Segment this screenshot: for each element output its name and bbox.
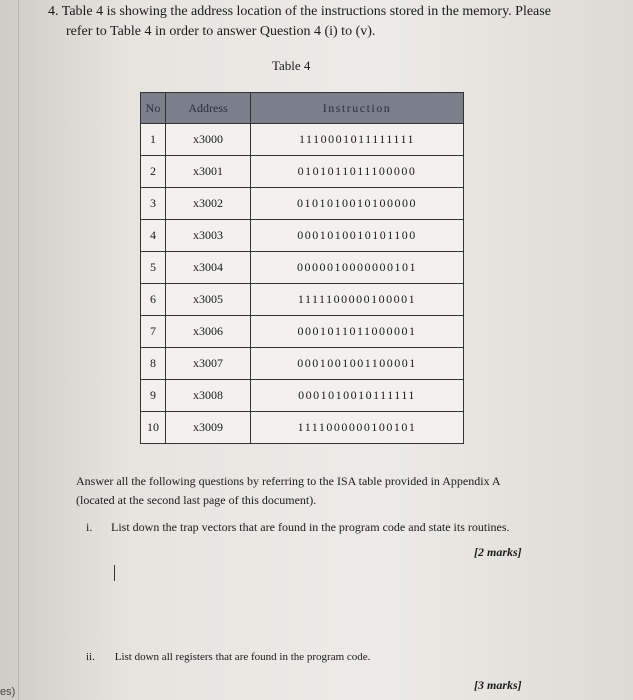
- cell-no: 3: [141, 188, 166, 220]
- table-caption: Table 4: [272, 58, 311, 73]
- cell-no: 9: [141, 380, 166, 412]
- sub-question-ii-number: ii.: [86, 651, 95, 663]
- cell-instruction: 1110001011111111: [251, 124, 464, 156]
- cell-address: x3000: [166, 124, 251, 156]
- instructions-paragraph: [76, 472, 566, 510]
- instructions-line-2: (located at the second last page of this document).: [76, 493, 317, 507]
- header-address: Address: [166, 93, 251, 124]
- table-row: [141, 380, 464, 412]
- sub-question-ii: [86, 651, 536, 663]
- table-row: [141, 348, 464, 380]
- sub-question-i-marks: [2 marks]: [474, 545, 522, 559]
- question-line-1: 4. Table 4 is showing the address location of the instructions stored in the memory. Please: [48, 4, 551, 19]
- cell-instruction: 0101010010100000: [251, 188, 464, 220]
- table-row: [141, 412, 464, 444]
- sub-question-ii-text: List down all registers that are found in the program code.: [114, 651, 371, 663]
- cell-instruction: 0001010010111111: [251, 380, 464, 412]
- sub-question-i: [86, 520, 536, 535]
- address-instruction-table: [140, 92, 464, 444]
- cell-no: 7: [141, 316, 166, 348]
- question-heading: [48, 2, 588, 42]
- header-instruction: Instruction: [251, 93, 464, 124]
- cell-address: x3003: [166, 220, 251, 252]
- cell-instruction: 1111000000100101: [251, 412, 464, 444]
- cell-instruction: 0000010000000101: [251, 252, 464, 284]
- question-line-2: refer to Table 4 in order to answer Question 4 (i) to (v).: [66, 24, 376, 39]
- page-edge-line: [18, 0, 19, 700]
- cell-no: 5: [141, 252, 166, 284]
- cell-instruction: 0001010010101100: [251, 220, 464, 252]
- table-header-row: [141, 93, 464, 124]
- cell-instruction: 1111100000100001: [251, 284, 464, 316]
- cell-instruction: 0001001001100001: [251, 348, 464, 380]
- cell-no: 1: [141, 124, 166, 156]
- cell-address: x3006: [166, 316, 251, 348]
- cell-instruction: 0101011011100000: [251, 156, 464, 188]
- table-row: [141, 220, 464, 252]
- table-row: [141, 124, 464, 156]
- cell-instruction: 0001011011000001: [251, 316, 464, 348]
- table-row: [141, 316, 464, 348]
- cell-address: x3002: [166, 188, 251, 220]
- cell-address: x3009: [166, 412, 251, 444]
- text-cursor: [114, 565, 115, 581]
- cell-no: 6: [141, 284, 166, 316]
- table-row: [141, 252, 464, 284]
- sub-question-i-number: i.: [86, 520, 93, 534]
- cell-address: x3007: [166, 348, 251, 380]
- cell-address: x3004: [166, 252, 251, 284]
- cell-no: 2: [141, 156, 166, 188]
- table-row: [141, 156, 464, 188]
- sub-question-i-text: List down the trap vectors that are found in the program code and state its routines.: [111, 520, 510, 534]
- cell-no: 10: [141, 412, 166, 444]
- cell-address: x3005: [166, 284, 251, 316]
- side-text-fragment: es): [0, 686, 16, 698]
- header-no: No: [141, 93, 166, 124]
- cell-no: 8: [141, 348, 166, 380]
- table-row: [141, 284, 464, 316]
- table-row: [141, 188, 464, 220]
- cell-address: x3001: [166, 156, 251, 188]
- sub-question-ii-marks: [3 marks]: [474, 678, 522, 692]
- cell-no: 4: [141, 220, 166, 252]
- cell-address: x3008: [166, 380, 251, 412]
- instructions-line-1: Answer all the following questions by referring to the ISA table provided in Appendix A: [76, 474, 501, 488]
